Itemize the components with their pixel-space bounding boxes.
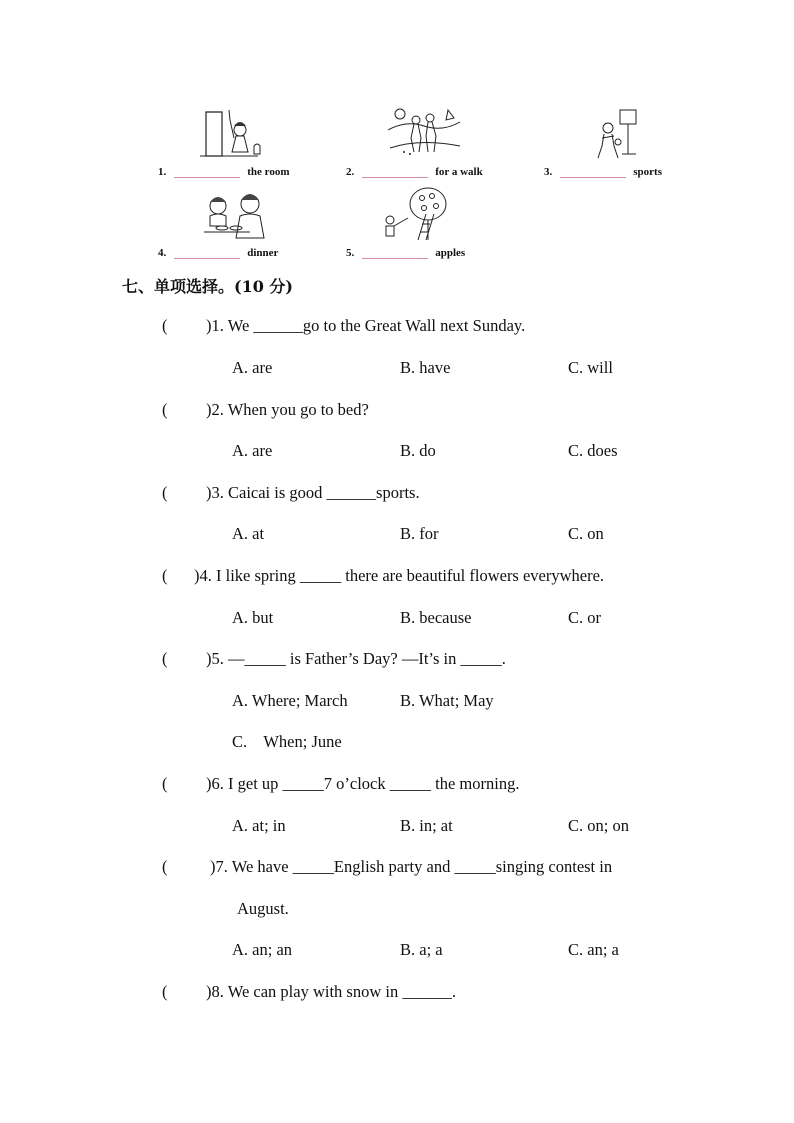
option-a[interactable]: A. are (232, 358, 273, 377)
option-b[interactable]: B. have (400, 358, 451, 377)
answer-bracket[interactable]: ( (162, 483, 168, 502)
door-girl-illustration (196, 106, 264, 162)
item-text: for a walk (435, 166, 483, 178)
item-text: dinner (247, 247, 279, 259)
option-a[interactable]: A. but (232, 608, 274, 627)
option-c[interactable]: C. or (568, 608, 601, 627)
question-3 (162, 483, 420, 503)
question-6 (162, 774, 519, 794)
bracket-close: ) (210, 857, 216, 876)
bracket-close: ) (206, 649, 212, 668)
option-a[interactable]: A. Where; March (232, 691, 348, 710)
picture-item-5 (346, 247, 465, 259)
item-number: 1. (158, 166, 167, 178)
answer-bracket[interactable]: ( (162, 857, 168, 876)
option-c[interactable]: C. an; a (568, 940, 619, 959)
question-stem: 8. We can play with snow in ______. (211, 982, 456, 1001)
answer-bracket[interactable]: ( (162, 400, 168, 419)
picture-item-4 (158, 247, 278, 259)
answer-blank[interactable] (174, 247, 240, 259)
option-a[interactable]: A. an; an (232, 940, 293, 959)
item-number: 2. (346, 166, 355, 178)
item-text: apples (435, 247, 466, 259)
question-stem: 6. I get up _____7 o’clock _____ the morning. (211, 774, 520, 793)
option-a[interactable]: A. at; in (232, 816, 286, 835)
option-c[interactable]: C. does (568, 441, 618, 460)
walk-illustration (386, 104, 462, 160)
question-stem: 4. I like spring _____ there are beautiful flowers everywhere. (199, 566, 605, 585)
question-7 (162, 857, 612, 877)
question-2 (162, 400, 369, 420)
item-number: 5. (346, 247, 355, 259)
option-c[interactable]: C. When; June (232, 732, 342, 751)
item-text: sports (633, 166, 662, 178)
basketball-illustration (594, 108, 642, 164)
answer-bracket[interactable]: ( (162, 316, 168, 335)
option-b[interactable]: B. What; May (400, 691, 494, 710)
answer-blank[interactable] (362, 247, 428, 259)
answer-bracket[interactable]: ( (162, 566, 168, 585)
question-8 (162, 982, 456, 1002)
question-stem: 3. Caicai is good ______sports. (211, 483, 420, 502)
picture-item-1 (158, 166, 290, 178)
option-a[interactable]: A. at (232, 524, 265, 543)
bracket-close: ) (194, 566, 200, 585)
question-stem-continued: August. (237, 899, 289, 918)
dinner-illustration (200, 190, 272, 242)
option-a[interactable]: A. are (232, 441, 273, 460)
answer-bracket[interactable]: ( (162, 649, 168, 668)
option-b[interactable]: B. because (400, 608, 472, 627)
answer-blank[interactable] (174, 166, 240, 178)
question-stem: 7. We have _____English party and _____singing contest in (215, 857, 613, 876)
picture-item-3 (544, 166, 662, 178)
picture-item-2 (346, 166, 483, 178)
question-1 (162, 316, 525, 336)
bracket-close: ) (206, 483, 212, 502)
question-stem: 2. When you go to bed? (211, 400, 369, 419)
bracket-close: ) (206, 982, 212, 1001)
answer-blank[interactable] (560, 166, 626, 178)
apple-tree-illustration (380, 186, 452, 242)
option-c[interactable]: C. on (568, 524, 604, 543)
option-b[interactable]: B. do (400, 441, 436, 460)
option-c[interactable]: C. on; on (568, 816, 629, 835)
item-text: the room (247, 166, 290, 178)
bracket-close: ) (206, 774, 212, 793)
option-b[interactable]: B. in; at (400, 816, 453, 835)
answer-bracket[interactable]: ( (162, 982, 168, 1001)
bracket-close: ) (206, 400, 212, 419)
item-number: 4. (158, 247, 167, 259)
bracket-close: ) (206, 316, 212, 335)
option-b[interactable]: B. a; a (400, 940, 443, 959)
question-4 (162, 566, 604, 586)
section-title: 七、单项选择。(10 分) (122, 277, 293, 296)
question-stem: 1. We ______go to the Great Wall next Sunday. (211, 316, 526, 335)
option-b[interactable]: B. for (400, 524, 439, 543)
question-stem: 5. —_____ is Father’s Day? —It’s in _____. (211, 649, 506, 668)
item-number: 3. (544, 166, 553, 178)
option-c[interactable]: C. will (568, 358, 613, 377)
answer-blank[interactable] (362, 166, 428, 178)
answer-bracket[interactable]: ( (162, 774, 168, 793)
question-5 (162, 649, 506, 669)
